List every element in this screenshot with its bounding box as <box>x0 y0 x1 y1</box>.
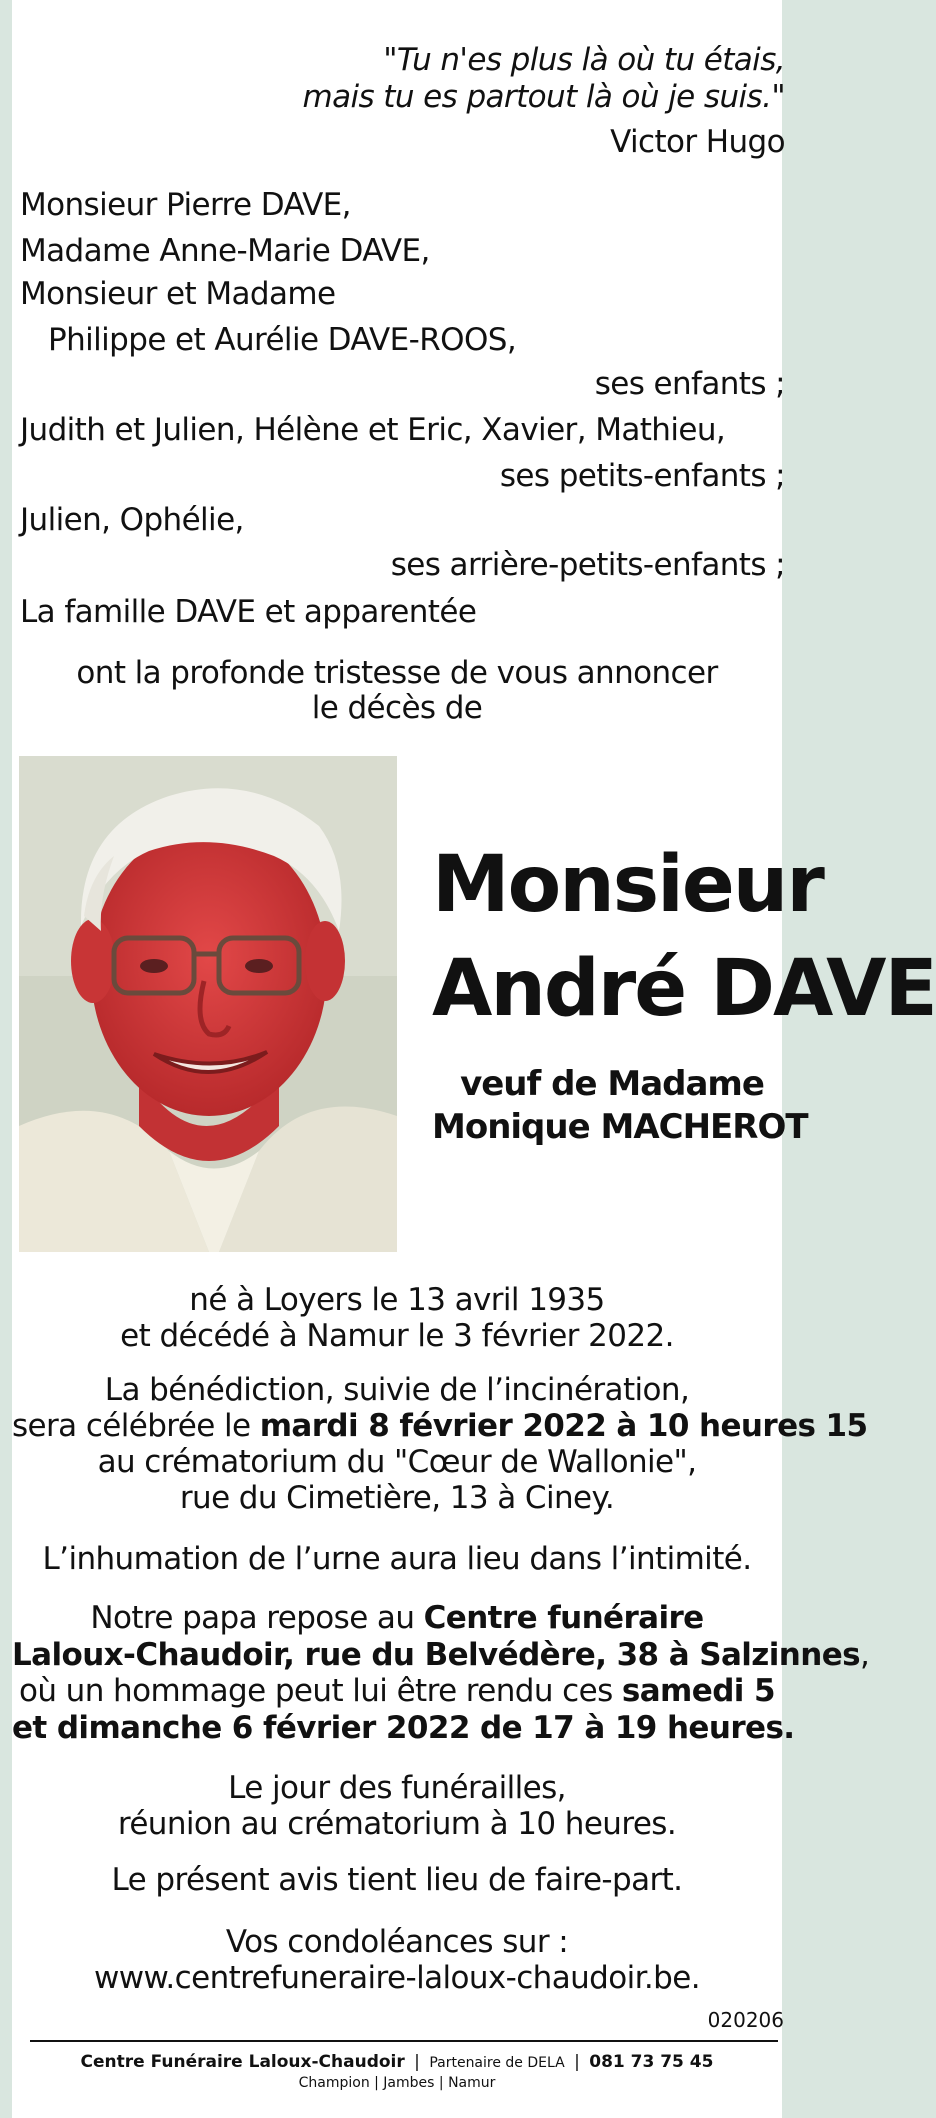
visitation-line-2-suffix: , <box>860 1637 870 1673</box>
family-line-3: Monsieur et Madame <box>20 276 336 312</box>
burial-line: L’inhumation de l’urne aura lieu dans l’intimité. <box>42 1541 752 1577</box>
deceased-title: Monsieur <box>432 840 823 930</box>
birth-line: né à Loyers le 13 avril 1935 <box>189 1282 605 1318</box>
ceremony-line-1: La bénédiction, suivie de l’incinération, <box>104 1372 690 1408</box>
footer-main <box>12 2051 782 2074</box>
ceremony-line-2 <box>12 1408 868 1444</box>
extended-family: La famille DAVE et apparentée <box>20 594 477 630</box>
family-line-4: Philippe et Aurélie DAVE-ROOS, <box>48 322 517 358</box>
funeral-day-line-1: Le jour des funérailles, <box>228 1770 566 1806</box>
death-line: et décédé à Namur le 3 février 2022. <box>120 1318 674 1354</box>
visitation-line-1-text: Notre papa repose au <box>90 1600 424 1636</box>
family-line-1: Monsieur Pierre DAVE, <box>20 187 351 223</box>
family-line-2: Madame Anne-Marie DAVE, <box>20 233 430 269</box>
ceremony-line-4: rue du Cimetière, 13 à Ciney. <box>179 1480 615 1516</box>
condolences-url[interactable]: www.centrefuneraire-laloux-chaudoir.be. <box>93 1960 700 1996</box>
visitation-line-1 <box>12 1600 782 1636</box>
condolences-line-1: Vos condoléances sur : <box>225 1924 569 1960</box>
grandchildren-label: ses petits-enfants ; <box>499 458 785 494</box>
widow-line-2: Monique MACHEROT <box>432 1107 808 1147</box>
grandchildren-names: Judith et Julien, Hélène et Eric, Xavier, Mathieu, <box>20 412 726 448</box>
children-label: ses enfants ; <box>594 366 785 402</box>
ceremony-datetime: mardi 8 février 2022 à 10 heures 15 <box>259 1408 868 1444</box>
footer-divider <box>30 2040 778 2042</box>
quote-line-1: "Tu n'es plus là où tu étais, <box>383 42 785 78</box>
visitation-day-2: et dimanche 6 février 2022 de 17 à 19 heures. <box>12 1710 795 1746</box>
great-grandchildren-label: ses arrière-petits-enfants ; <box>390 547 785 583</box>
visitation-place-1: Centre funéraire <box>423 1600 704 1636</box>
ceremony-line-3: au crématorium du "Cœur de Wallonie", <box>97 1444 697 1480</box>
funeral-day-line-2: réunion au crématorium à 10 heures. <box>117 1806 677 1842</box>
obituary-notice <box>12 0 936 2118</box>
footer-partner: Partenaire de DELA <box>429 2055 565 2071</box>
portrait-illustration <box>19 756 397 1252</box>
quote-line-2: mais tu es partout là où je suis." <box>302 79 785 115</box>
portrait-photo <box>19 756 397 1252</box>
footer-company: Centre Funéraire Laloux-Chaudoir <box>80 2052 405 2072</box>
deceased-name: André DAVE <box>432 944 936 1034</box>
widow-line-1: veuf de Madame <box>460 1064 764 1104</box>
footer-separator-1: | <box>414 2052 420 2072</box>
announcement-line-1: ont la profonde tristesse de vous annoncer <box>76 655 718 691</box>
notice-line: Le présent avis tient lieu de faire-part. <box>111 1862 683 1898</box>
quote-author: Victor Hugo <box>610 124 785 160</box>
visitation-day-1: samedi 5 <box>621 1673 775 1709</box>
ceremony-line-2-text: sera célébrée le <box>12 1408 260 1444</box>
visitation-place-2: Laloux-Chaudoir, rue du Belvédère, 38 à Salzinnes <box>12 1637 860 1673</box>
visitation-line-3-text: où un hommage peut lui être rendu ces <box>19 1673 622 1709</box>
footer-phone[interactable]: 081 73 75 45 <box>589 2052 714 2072</box>
footer-locations: Champion | Jambes | Namur <box>298 2075 496 2091</box>
visitation-line-2 <box>12 1637 870 1673</box>
great-grandchildren-names: Julien, Ophélie, <box>20 502 244 538</box>
announcement-line-2: le décès de <box>311 690 483 726</box>
footer-separator-2: | <box>574 2052 580 2072</box>
reference-number: 020206 <box>707 2008 784 2032</box>
visitation-line-3 <box>12 1673 782 1709</box>
visitation-line-4 <box>12 1710 795 1746</box>
